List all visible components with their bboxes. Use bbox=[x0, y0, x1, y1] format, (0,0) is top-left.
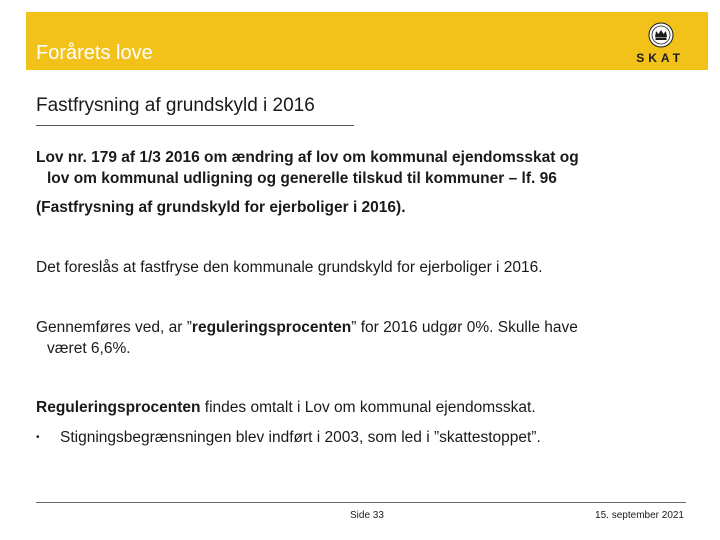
bullet-item bbox=[36, 427, 541, 448]
law-subtitle: (Fastfrysning af grundskyld for ejerboliger i 2016). bbox=[36, 199, 406, 216]
implementation-paragraph bbox=[36, 317, 686, 359]
logo-text: SKAT bbox=[636, 51, 684, 65]
proposal-paragraph: Det foreslås at fastfryse den kommunale grundskyld for ejerboliger i 2016. bbox=[36, 259, 543, 276]
title-divider bbox=[36, 125, 354, 126]
implementation-pre: Gennemføres ved, ar ” bbox=[36, 319, 192, 336]
bullet-marker: • bbox=[36, 432, 40, 443]
skat-logo bbox=[614, 22, 684, 66]
header-title: Forårets love bbox=[36, 42, 153, 64]
reference-rest: findes omtalt i Lov om kommunal ejendomsskat. bbox=[200, 399, 536, 416]
implementation-line-2: været 6,6%. bbox=[47, 340, 131, 357]
law-reference-line-2: lov om kommunal udligning og generelle tilskud til kommuner – lf. 96 bbox=[47, 170, 557, 187]
bullet-text: Stigningsbegrænsningen blev indført i 2003, som led i ”skattestoppet”. bbox=[60, 429, 541, 446]
implementation-post: ” for 2016 udgør 0%. Skulle have bbox=[351, 319, 578, 336]
law-reference-line-1: Lov nr. 179 af 1/3 2016 om ændring af lov om kommunal ejendomsskat og bbox=[36, 149, 579, 166]
law-reference bbox=[36, 147, 686, 189]
implementation-bold-term: reguleringsprocenten bbox=[191, 319, 352, 336]
reference-bold-term: Reguleringsprocenten bbox=[36, 399, 201, 416]
footer-page-number: Side 33 bbox=[350, 510, 384, 521]
reference-paragraph bbox=[36, 397, 536, 418]
crown-crest-icon bbox=[648, 22, 674, 48]
header-banner bbox=[26, 12, 708, 70]
footer-date: 15. september 2021 bbox=[595, 510, 684, 521]
footer-divider bbox=[36, 502, 686, 503]
slide-title: Fastfrysning af grundskyld i 2016 bbox=[36, 95, 315, 116]
